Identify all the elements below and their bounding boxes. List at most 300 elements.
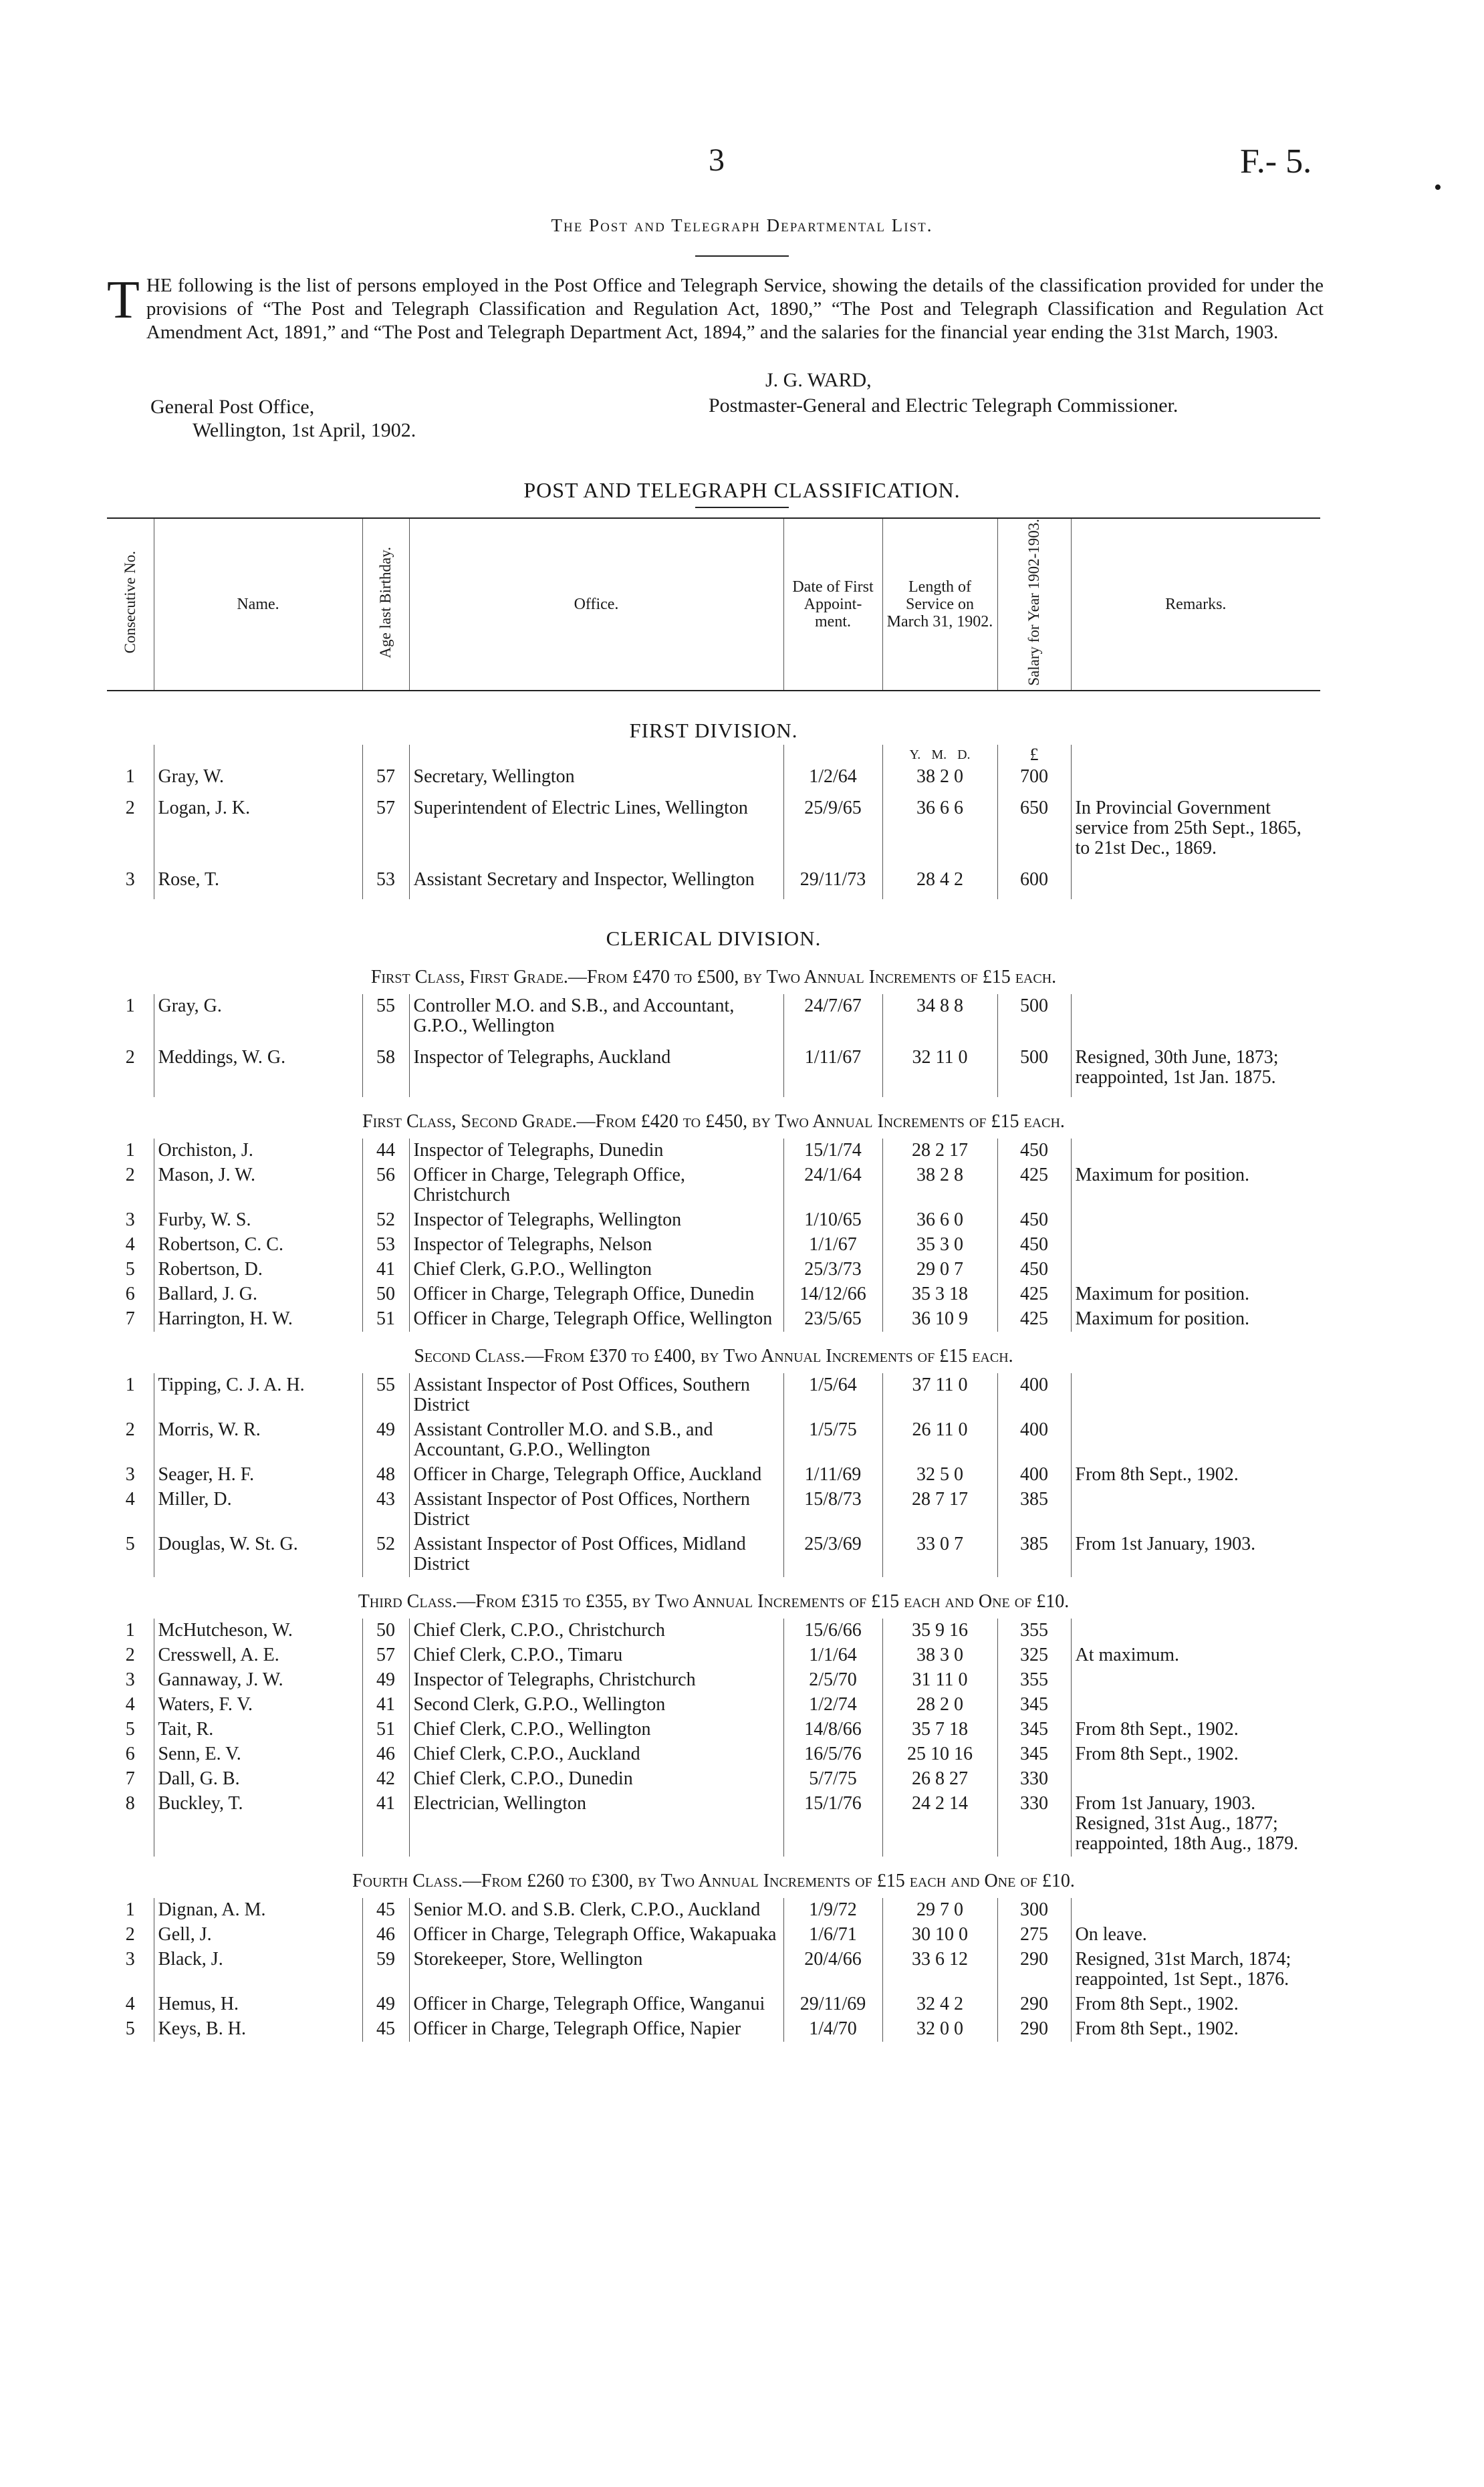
row-date: 1/6/71 <box>783 1923 882 1947</box>
row-remarks: From 8th Sept., 1902. <box>1071 2017 1320 2042</box>
row-office: Inspector of Telegraphs, Dunedin <box>409 1139 783 1163</box>
row-no: 1 <box>125 1899 135 1920</box>
row-name: Rose, T. <box>154 868 362 899</box>
row-remarks: At maximum. <box>1071 1643 1320 1668</box>
row-no: 1 <box>125 995 135 1016</box>
table-row <box>107 1258 1320 1282</box>
intro-text: HE following is the list of persons employed in the Post Office and Telegraph Service, showing the details of the classification provided for under the provisions of “The Post and Telegraph Classification and Regulation Act, 1890,” “The Post and Telegraph Classification and Regulation Act Amendment Act, 1891,” and “The Post and Telegraph Department Act, 1894,” and the salaries for the financial year ending the 31st March, 1903. <box>146 275 1324 343</box>
row-date: 5/7/75 <box>783 1767 882 1792</box>
row-age: 46 <box>362 1742 409 1767</box>
row-no: 5 <box>125 1258 135 1280</box>
third-class-heading <box>107 1577 1320 1619</box>
row-age: 53 <box>362 868 409 899</box>
unit-pound: £ <box>997 745 1071 765</box>
row-service: 25 10 16 <box>882 1742 997 1767</box>
row-age: 49 <box>362 1668 409 1693</box>
row-name: Buckley, T. <box>154 1792 362 1857</box>
signature-role: Postmaster-General and Electric Telegraph Commissioner. <box>709 394 1179 417</box>
margin-mark: • <box>1434 175 1442 200</box>
table-row <box>107 1718 1320 1742</box>
row-name: Meddings, W. G. <box>154 1046 362 1097</box>
signature-place-date: Wellington, 1st April, 1902. <box>193 419 416 441</box>
row-service: 32 5 0 <box>882 1463 997 1488</box>
row-service: 31 11 0 <box>882 1668 997 1693</box>
classification-table <box>107 517 1320 2042</box>
table-row <box>107 1947 1320 1992</box>
row-salary: 355 <box>997 1619 1071 1643</box>
first-division-heading <box>107 691 1320 745</box>
row-salary: 425 <box>997 1307 1071 1332</box>
row-name: Ballard, J. G. <box>154 1282 362 1307</box>
row-office: Senior M.O. and S.B. Clerk, C.P.O., Auckland <box>409 1898 783 1923</box>
row-salary: 450 <box>997 1258 1071 1282</box>
row-remarks <box>1071 765 1320 796</box>
row-office: Secretary, Wellington <box>409 765 783 796</box>
row-name: Gray, G. <box>154 994 362 1046</box>
row-date: 1/10/65 <box>783 1208 882 1233</box>
row-salary: 500 <box>997 1046 1071 1097</box>
row-date: 1/5/64 <box>783 1373 882 1418</box>
table-row <box>107 1163 1320 1208</box>
row-date: 15/6/66 <box>783 1619 882 1643</box>
row-salary: 450 <box>997 1233 1071 1258</box>
table-row <box>107 1898 1320 1923</box>
row-salary: 500 <box>997 994 1071 1046</box>
first-class-first-grade-heading-text: First Class, First Grade.—From £470 to £500, by Two Annual Increments of £15 each. <box>370 966 1057 987</box>
row-date: 16/5/76 <box>783 1742 882 1767</box>
first-class-first-grade-heading <box>107 953 1320 994</box>
row-name: Harrington, H. W. <box>154 1307 362 1332</box>
row-remarks <box>1071 1898 1320 1923</box>
row-salary: 290 <box>997 1992 1071 2017</box>
row-date: 1/5/75 <box>783 1418 882 1463</box>
row-remarks: On leave. <box>1071 1923 1320 1947</box>
row-date: 15/1/76 <box>783 1792 882 1857</box>
row-service: 37 11 0 <box>882 1373 997 1418</box>
classification-rule <box>695 507 789 508</box>
row-office: Inspector of Telegraphs, Nelson <box>409 1233 783 1258</box>
table-row <box>107 1373 1320 1418</box>
row-date: 23/5/65 <box>783 1307 882 1332</box>
row-age: 57 <box>362 796 409 868</box>
row-office: Inspector of Telegraphs, Wellington <box>409 1208 783 1233</box>
col-age: Age last Birthday. <box>362 518 409 691</box>
row-name: Cresswell, A. E. <box>154 1643 362 1668</box>
col-consecutive-no: Consecutive No. <box>107 518 154 691</box>
row-salary: 325 <box>997 1643 1071 1668</box>
row-date: 20/4/66 <box>783 1947 882 1992</box>
row-name: Orchiston, J. <box>154 1139 362 1163</box>
units-row <box>107 745 1320 765</box>
row-office: Chief Clerk, C.P.O., Dunedin <box>409 1767 783 1792</box>
row-date: 25/3/69 <box>783 1532 882 1577</box>
row-office: Assistant Secretary and Inspector, Wellington <box>409 868 783 899</box>
row-no: 2 <box>125 797 135 818</box>
row-date: 1/11/69 <box>783 1463 882 1488</box>
clerical-division-heading-text: CLERICAL DIVISION. <box>606 926 822 950</box>
row-date: 25/3/73 <box>783 1258 882 1282</box>
row-name: Hemus, H. <box>154 1992 362 2017</box>
row-office: Officer in Charge, Telegraph Office, Christchurch <box>409 1163 783 1208</box>
table-row <box>107 1307 1320 1332</box>
row-remarks <box>1071 1373 1320 1418</box>
row-salary: 650 <box>997 796 1071 868</box>
row-age: 41 <box>362 1258 409 1282</box>
row-date: 29/11/73 <box>783 868 882 899</box>
row-age: 52 <box>362 1532 409 1577</box>
classification-title: POST AND TELEGRAPH CLASSIFICATION. <box>523 478 961 502</box>
table-row <box>107 1619 1320 1643</box>
row-office: Second Clerk, G.P.O., Wellington <box>409 1693 783 1718</box>
row-age: 45 <box>362 2017 409 2042</box>
row-office: Chief Clerk, C.P.O., Christchurch <box>409 1619 783 1643</box>
row-salary: 290 <box>997 1947 1071 1992</box>
table-row <box>107 796 1320 868</box>
row-name: Dignan, A. M. <box>154 1898 362 1923</box>
row-service: 32 0 0 <box>882 2017 997 2042</box>
row-service: 29 0 7 <box>882 1258 997 1282</box>
row-office: Storekeeper, Store, Wellington <box>409 1947 783 1992</box>
row-remarks <box>1071 1208 1320 1233</box>
units-ymd <box>882 745 997 765</box>
row-service: 32 4 2 <box>882 1992 997 2017</box>
row-age: 53 <box>362 1233 409 1258</box>
row-service: 28 7 17 <box>882 1488 997 1532</box>
row-remarks: Resigned, 30th June, 1873; reappointed, 1st Jan. 1875. <box>1071 1046 1320 1097</box>
row-office: Chief Clerk, C.P.O., Wellington <box>409 1718 783 1742</box>
row-salary: 290 <box>997 2017 1071 2042</box>
row-name: Tipping, C. J. A. H. <box>154 1373 362 1418</box>
row-service: 35 3 18 <box>882 1282 997 1307</box>
row-remarks: Maximum for position. <box>1071 1163 1320 1208</box>
row-name: Robertson, D. <box>154 1258 362 1282</box>
row-date: 1/2/64 <box>783 765 882 796</box>
row-date: 15/1/74 <box>783 1139 882 1163</box>
row-no: 5 <box>125 2018 135 2039</box>
row-service: 30 10 0 <box>882 1923 997 1947</box>
row-age: 46 <box>362 1923 409 1947</box>
row-salary: 330 <box>997 1767 1071 1792</box>
clerical-division-heading <box>107 899 1320 953</box>
row-salary: 400 <box>997 1418 1071 1463</box>
row-no: 1 <box>125 1374 135 1395</box>
row-name: Seager, H. F. <box>154 1463 362 1488</box>
row-salary: 300 <box>997 1898 1071 1923</box>
table-row <box>107 1992 1320 2017</box>
row-remarks <box>1071 868 1320 899</box>
row-name: Douglas, W. St. G. <box>154 1532 362 1577</box>
unit-m: M. <box>931 747 947 762</box>
row-service: 38 2 8 <box>882 1163 997 1208</box>
row-office: Officer in Charge, Telegraph Office, Wellington <box>409 1307 783 1332</box>
row-no: 6 <box>125 1283 135 1304</box>
table-row <box>107 1208 1320 1233</box>
table-row <box>107 1668 1320 1693</box>
row-remarks <box>1071 1233 1320 1258</box>
row-service: 36 6 6 <box>882 796 997 868</box>
row-remarks: From 1st January, 1903. Resigned, 31st Aug., 1877; reappointed, 18th Aug., 1879. <box>1071 1792 1320 1857</box>
row-salary: 425 <box>997 1282 1071 1307</box>
row-no: 1 <box>125 1619 135 1641</box>
table-row <box>107 1046 1320 1097</box>
row-age: 52 <box>362 1208 409 1233</box>
row-office: Assistant Inspector of Post Offices, Midland District <box>409 1532 783 1577</box>
row-age: 50 <box>362 1282 409 1307</box>
row-remarks <box>1071 1693 1320 1718</box>
col-remarks: Remarks. <box>1071 518 1320 691</box>
table-header-row <box>107 518 1320 691</box>
row-age: 57 <box>362 765 409 796</box>
row-remarks <box>1071 1668 1320 1693</box>
table-row <box>107 1282 1320 1307</box>
row-remarks <box>1071 1139 1320 1163</box>
row-age: 57 <box>362 1643 409 1668</box>
table-row <box>107 1643 1320 1668</box>
row-remarks <box>1071 1619 1320 1643</box>
row-age: 59 <box>362 1947 409 1992</box>
row-salary: 330 <box>997 1792 1071 1857</box>
row-name: Mason, J. W. <box>154 1163 362 1208</box>
row-name: Waters, F. V. <box>154 1693 362 1718</box>
row-salary: 275 <box>997 1923 1071 1947</box>
row-office: Chief Clerk, C.P.O., Timaru <box>409 1643 783 1668</box>
col-office: Office. <box>409 518 783 691</box>
row-salary: 355 <box>997 1668 1071 1693</box>
unit-y: Y. <box>909 747 921 762</box>
row-name: Logan, J. K. <box>154 796 362 868</box>
row-office: Officer in Charge, Telegraph Office, Napier <box>409 2017 783 2042</box>
row-remarks: Resigned, 31st March, 1874; reappointed, 1st Sept., 1876. <box>1071 1947 1320 1992</box>
row-date: 29/11/69 <box>783 1992 882 2017</box>
row-service: 32 11 0 <box>882 1046 997 1097</box>
row-remarks <box>1071 1258 1320 1282</box>
row-remarks: From 1st January, 1903. <box>1071 1532 1320 1577</box>
row-age: 58 <box>362 1046 409 1097</box>
row-remarks: From 8th Sept., 1902. <box>1071 1718 1320 1742</box>
row-service: 35 9 16 <box>882 1619 997 1643</box>
row-no: 8 <box>125 1792 135 1814</box>
table-row <box>107 1463 1320 1488</box>
row-age: 45 <box>362 1898 409 1923</box>
row-date: 15/8/73 <box>783 1488 882 1532</box>
row-date: 2/5/70 <box>783 1668 882 1693</box>
row-service: 38 2 0 <box>882 765 997 796</box>
row-no: 3 <box>125 1669 135 1690</box>
row-no: 1 <box>125 1139 135 1161</box>
row-service: 35 3 0 <box>882 1233 997 1258</box>
row-no: 2 <box>125 1046 135 1068</box>
row-name: Keys, B. H. <box>154 2017 362 2042</box>
row-salary: 700 <box>997 765 1071 796</box>
row-office: Assistant Inspector of Post Offices, Northern District <box>409 1488 783 1532</box>
row-office: Officer in Charge, Telegraph Office, Auckland <box>409 1463 783 1488</box>
row-office: Controller M.O. and S.B., and Accountant, G.P.O., Wellington <box>409 994 783 1046</box>
row-office: Chief Clerk, C.P.O., Auckland <box>409 1742 783 1767</box>
col-length-service: Length of Service on March 31, 1902. <box>882 518 997 691</box>
row-name: Gray, W. <box>154 765 362 796</box>
fourth-class-heading-text: Fourth Class.—From £260 to £300, by Two Annual Increments of £15 each and One of £10. <box>352 1870 1075 1891</box>
row-name: Tait, R. <box>154 1718 362 1742</box>
row-service: 35 7 18 <box>882 1718 997 1742</box>
row-salary: 450 <box>997 1139 1071 1163</box>
row-salary: 600 <box>997 868 1071 899</box>
table-row <box>107 1418 1320 1463</box>
table-row <box>107 994 1320 1046</box>
row-remarks: Maximum for position. <box>1071 1282 1320 1307</box>
first-class-second-grade-heading-text: First Class, Second Grade.—From £420 to £450, by Two Annual Increments of £15 each. <box>362 1110 1065 1132</box>
row-service: 26 11 0 <box>882 1418 997 1463</box>
table-row <box>107 2017 1320 2042</box>
page-title: The Post and Telegraph Departmental List. <box>551 215 933 235</box>
title-rule <box>695 255 789 257</box>
row-no: 3 <box>125 1948 135 1970</box>
row-no: 4 <box>125 1993 135 2014</box>
row-salary: 385 <box>997 1532 1071 1577</box>
intro-paragraph <box>107 271 1324 344</box>
signature-name: J. G. WARD, <box>765 369 872 391</box>
row-service: 24 2 14 <box>882 1792 997 1857</box>
row-age: 41 <box>362 1792 409 1857</box>
signature-office: General Post Office, <box>150 396 315 418</box>
row-salary: 345 <box>997 1693 1071 1718</box>
row-salary: 450 <box>997 1208 1071 1233</box>
row-no: 3 <box>125 1463 135 1485</box>
row-service: 29 7 0 <box>882 1898 997 1923</box>
row-age: 51 <box>362 1307 409 1332</box>
row-office: Officer in Charge, Telegraph Office, Wanganui <box>409 1992 783 2017</box>
row-name: Morris, W. R. <box>154 1418 362 1463</box>
row-office: Electrician, Wellington <box>409 1792 783 1857</box>
row-name: Gannaway, J. W. <box>154 1668 362 1693</box>
table-row <box>107 1488 1320 1532</box>
row-date: 1/1/64 <box>783 1643 882 1668</box>
row-name: Black, J. <box>154 1947 362 1992</box>
row-remarks <box>1071 1418 1320 1463</box>
row-age: 49 <box>362 1418 409 1463</box>
row-no: 3 <box>125 868 135 890</box>
row-no: 6 <box>125 1743 135 1764</box>
row-age: 55 <box>362 1373 409 1418</box>
col-salary: Salary for Year 1902-1903. <box>997 518 1071 691</box>
first-division-heading-text: FIRST DIVISION. <box>629 718 798 742</box>
row-service: 33 6 12 <box>882 1947 997 1992</box>
row-office: Officer in Charge, Telegraph Office, Wakapuaka <box>409 1923 783 1947</box>
row-name: Senn, E. V. <box>154 1742 362 1767</box>
intro-dropcap: T <box>107 271 140 330</box>
row-service: 28 4 2 <box>882 868 997 899</box>
row-name: Miller, D. <box>154 1488 362 1532</box>
row-age: 50 <box>362 1619 409 1643</box>
page-number: 3 <box>709 142 725 178</box>
row-service: 34 8 8 <box>882 994 997 1046</box>
row-name: McHutcheson, W. <box>154 1619 362 1643</box>
row-age: 55 <box>362 994 409 1046</box>
row-age: 48 <box>362 1463 409 1488</box>
row-age: 43 <box>362 1488 409 1532</box>
row-date: 1/2/74 <box>783 1693 882 1718</box>
row-office: Inspector of Telegraphs, Christchurch <box>409 1668 783 1693</box>
table-row <box>107 1923 1320 1947</box>
row-date: 1/1/67 <box>783 1233 882 1258</box>
row-date: 14/8/66 <box>783 1718 882 1742</box>
row-remarks: In Provincial Government service from 25th Sept., 1865, to 21st Dec., 1869. <box>1071 796 1320 868</box>
table-row <box>107 1693 1320 1718</box>
row-remarks <box>1071 994 1320 1046</box>
row-date: 1/9/72 <box>783 1898 882 1923</box>
row-no: 2 <box>125 1644 135 1665</box>
row-name: Dall, G. B. <box>154 1767 362 1792</box>
row-service: 28 2 0 <box>882 1693 997 1718</box>
row-salary: 400 <box>997 1463 1071 1488</box>
row-office: Officer in Charge, Telegraph Office, Dunedin <box>409 1282 783 1307</box>
row-no: 5 <box>125 1533 135 1554</box>
row-date: 14/12/66 <box>783 1282 882 1307</box>
row-remarks <box>1071 1767 1320 1792</box>
row-service: 36 6 0 <box>882 1208 997 1233</box>
row-no: 5 <box>125 1718 135 1740</box>
row-office: Chief Clerk, G.P.O., Wellington <box>409 1258 783 1282</box>
row-service: 26 8 27 <box>882 1767 997 1792</box>
row-remarks: From 8th Sept., 1902. <box>1071 1742 1320 1767</box>
row-age: 41 <box>362 1693 409 1718</box>
second-class-heading-text: Second Class.—From £370 to £400, by Two Annual Increments of £15 each. <box>414 1345 1013 1367</box>
row-salary: 400 <box>997 1373 1071 1418</box>
row-age: 51 <box>362 1718 409 1742</box>
table-row <box>107 868 1320 899</box>
document-reference: F.- 5. <box>1240 142 1312 181</box>
row-age: 49 <box>362 1992 409 2017</box>
row-date: 1/4/70 <box>783 2017 882 2042</box>
row-remarks: Maximum for position. <box>1071 1307 1320 1332</box>
row-service: 38 3 0 <box>882 1643 997 1668</box>
row-date: 25/9/65 <box>783 796 882 868</box>
row-date: 24/7/67 <box>783 994 882 1046</box>
row-office: Inspector of Telegraphs, Auckland <box>409 1046 783 1097</box>
row-name: Robertson, C. C. <box>154 1233 362 1258</box>
row-age: 56 <box>362 1163 409 1208</box>
row-name: Furby, W. S. <box>154 1208 362 1233</box>
unit-d: D. <box>957 747 971 762</box>
third-class-heading-text: Third Class.—From £315 to £355, by Two Annual Increments of £15 each and One of £10. <box>358 1590 1070 1612</box>
row-name: Gell, J. <box>154 1923 362 1947</box>
row-remarks: From 8th Sept., 1902. <box>1071 1463 1320 1488</box>
row-no: 1 <box>125 765 135 787</box>
row-no: 7 <box>125 1308 135 1329</box>
table-row <box>107 1767 1320 1792</box>
row-remarks: From 8th Sept., 1902. <box>1071 1992 1320 2017</box>
table-row <box>107 1742 1320 1767</box>
row-age: 42 <box>362 1767 409 1792</box>
row-service: 28 2 17 <box>882 1139 997 1163</box>
row-service: 36 10 9 <box>882 1307 997 1332</box>
table-row <box>107 1233 1320 1258</box>
row-office: Assistant Inspector of Post Offices, Southern District <box>409 1373 783 1418</box>
row-age: 44 <box>362 1139 409 1163</box>
row-no: 2 <box>125 1164 135 1185</box>
table-row <box>107 1532 1320 1577</box>
table-row <box>107 765 1320 796</box>
second-class-heading <box>107 1332 1320 1373</box>
row-no: 4 <box>125 1693 135 1715</box>
row-remarks <box>1071 1488 1320 1532</box>
fourth-class-heading <box>107 1857 1320 1898</box>
row-office: Assistant Controller M.O. and S.B., and Accountant, G.P.O., Wellington <box>409 1418 783 1463</box>
row-salary: 345 <box>997 1718 1071 1742</box>
table-row <box>107 1792 1320 1857</box>
row-no: 2 <box>125 1419 135 1440</box>
col-date-appointment: Date of First Appoint-ment. <box>783 518 882 691</box>
row-no: 7 <box>125 1768 135 1789</box>
